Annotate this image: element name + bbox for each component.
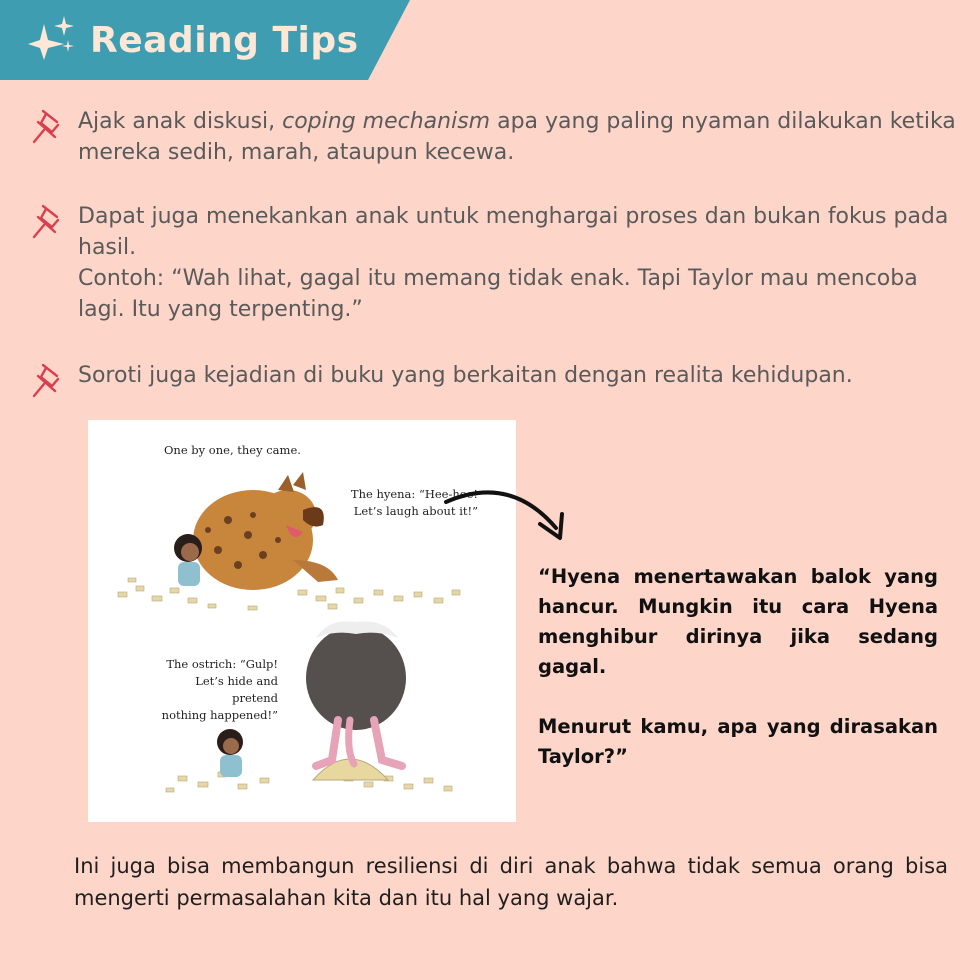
illustration-ostrich-caption bbox=[148, 656, 278, 724]
callout-paragraph-1: “Hyena menertawakan balok yang hancur. Mungkin itu cara Hyena menghibur dirinya jika sedang gagal. bbox=[538, 565, 938, 678]
tip-text-2 bbox=[78, 201, 958, 325]
pushpin-icon bbox=[30, 203, 64, 325]
tip-item-2 bbox=[30, 201, 958, 325]
hyena-caption-line2: Let’s laugh about it!” bbox=[353, 504, 478, 518]
tip-text-3: Soroti juga kejadian di buku yang berkaitan dengan realita kehidupan. bbox=[78, 363, 853, 388]
ostrich-caption-line1: The ostrich: “Gulp! bbox=[166, 657, 278, 671]
ostrich-caption-line3: nothing happened!” bbox=[161, 708, 278, 722]
callout-paragraph-2: Menurut kamu, apa yang dirasakan Taylor?” bbox=[538, 715, 938, 768]
tip-item-1 bbox=[30, 106, 958, 168]
page-title: Reading Tips bbox=[90, 19, 359, 61]
hyena-caption-line1: The hyena: “Hee-hee! bbox=[350, 487, 478, 501]
tip-item-3 bbox=[30, 360, 958, 406]
sparkle-icon bbox=[28, 16, 76, 64]
header bbox=[28, 16, 359, 64]
tip-1-lead: Ajak anak diskusi, bbox=[78, 109, 283, 134]
pushpin-icon bbox=[30, 108, 64, 168]
footer-text: Ini juga bisa membangun resiliensi di diri anak bahwa tidak semua orang bisa mengerti permasalahan kita dan itu hal yang wajar. bbox=[74, 854, 948, 910]
tip-2-line1: Dapat juga menekankan anak untuk menghargai proses dan bukan fokus pada hasil. bbox=[78, 204, 949, 260]
tip-text-1 bbox=[78, 106, 958, 168]
callout-text bbox=[538, 562, 938, 772]
curved-arrow-icon bbox=[440, 480, 580, 554]
pushpin-icon bbox=[30, 362, 64, 406]
illustration-caption-top: One by one, they came. bbox=[164, 443, 301, 457]
tip-2-line2: Contoh: “Wah lihat, gagal itu memang tidak enak. Tapi Taylor mau mencoba lagi. Itu yang terpenting.” bbox=[78, 266, 918, 322]
ostrich-caption-line2: Let’s hide and pretend bbox=[195, 674, 278, 705]
tip-1-emphasis: coping mechanism bbox=[282, 109, 491, 134]
tip-1-rest: apa yang paling nyaman dilakukan ketika mereka sedih, marah, ataupun kecewa. bbox=[78, 109, 956, 165]
